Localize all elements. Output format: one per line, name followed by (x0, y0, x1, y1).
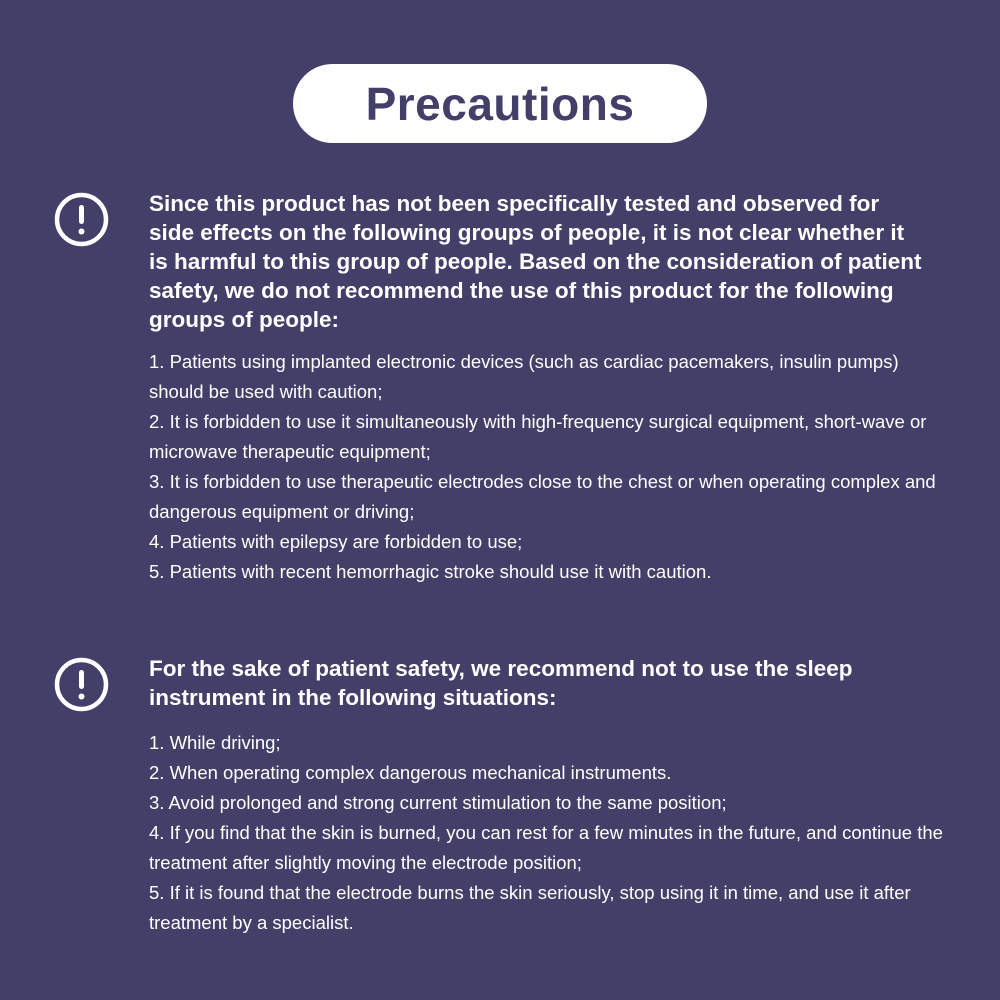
title-pill (293, 64, 707, 143)
list-item: 2. When operating complex dangerous mechanical instruments. (149, 762, 672, 783)
list-item: 1. Patients using implanted electronic devices (such as cardiac pacemakers, insulin pumps) should be used with caution; (149, 351, 899, 402)
page-title: Precautions (365, 77, 635, 130)
precaution-list (149, 728, 949, 938)
section-heading: For the sake of patient safety, we recommend not to use the sleep instrument in the following situations: (149, 656, 853, 710)
precaution-list (149, 347, 949, 587)
exclamation-circle-icon (54, 657, 109, 712)
section-heading: Since this product has not been specifically tested and observed for side effects on the following groups of people, it is not clear whether it is harmful to this group of people. Based on the consideration of patient safety, we do not recommend the use of this product for the following groups of people: (149, 191, 922, 332)
list-item: 5. If it is found that the electrode burns the skin seriously, stop using it in time, and use it after treatment by a specialist. (149, 882, 911, 933)
list-item: 1. While driving; (149, 732, 281, 753)
list-item: 2. It is forbidden to use it simultaneously with high-frequency surgical equipment, short-wave or microwave therapeutic equipment; (149, 411, 927, 462)
list-item: 5. Patients with recent hemorrhagic stroke should use it with caution. (149, 561, 712, 582)
list-item: 4. Patients with epilepsy are forbidden to use; (149, 531, 523, 552)
list-item: 3. It is forbidden to use therapeutic electrodes close to the chest or when operating complex and dangerous equipment or driving; (149, 471, 936, 522)
exclamation-circle-icon (54, 192, 109, 247)
list-item: 3. Avoid prolonged and strong current stimulation to the same position; (149, 792, 727, 813)
list-item: 4. If you find that the skin is burned, you can rest for a few minutes in the future, and continue the treatment after slightly moving the electrode position; (149, 822, 943, 873)
